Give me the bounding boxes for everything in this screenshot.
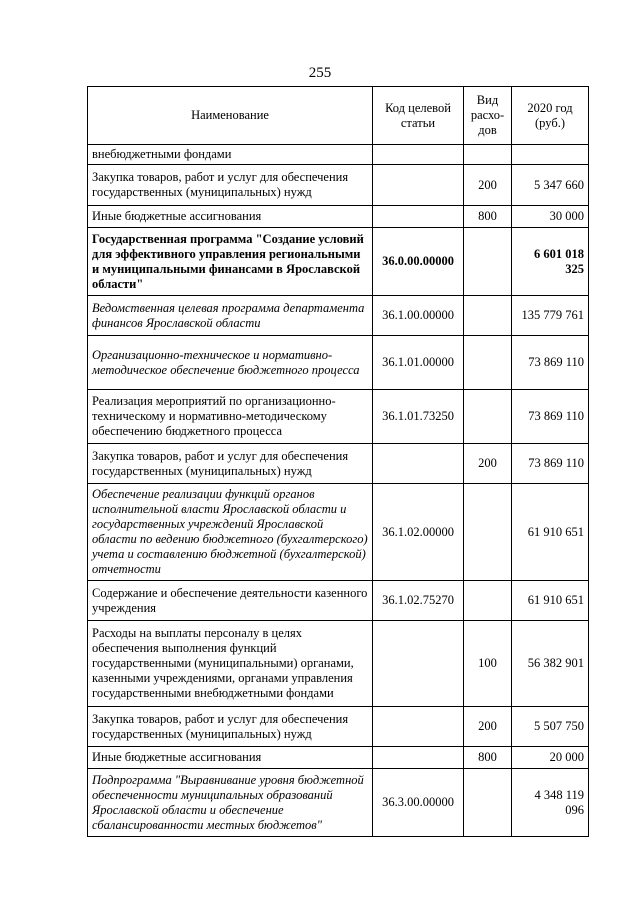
- table-row-program: [88, 228, 589, 296]
- table-row: [88, 581, 589, 621]
- row-amount: 4 348 119 096: [512, 769, 589, 837]
- row-amount: 30 000: [512, 206, 589, 228]
- row-amount: 73 869 110: [512, 390, 589, 444]
- row-kind: 200: [464, 165, 512, 206]
- row-name: Закупка товаров, работ и услуг для обеспечения государственных (муниципальных) нужд: [88, 165, 373, 206]
- row-code: [373, 621, 464, 707]
- row-kind: [464, 484, 512, 581]
- row-kind: 800: [464, 747, 512, 769]
- page-number: 255: [308, 65, 332, 81]
- row-kind: 800: [464, 206, 512, 228]
- table-row: [88, 145, 589, 165]
- table-row: [88, 747, 589, 769]
- table-header-row: [88, 87, 589, 145]
- header-code: Код целевой статьи: [373, 87, 464, 145]
- row-amount: 61 910 651: [512, 484, 589, 581]
- row-name: Ведомственная целевая программа департамента финансов Ярославской области: [88, 296, 373, 336]
- row-kind: [464, 228, 512, 296]
- row-amount: 20 000: [512, 747, 589, 769]
- row-code: 36.1.02.75270: [373, 581, 464, 621]
- header-amount: 2020 год (руб.): [512, 87, 589, 145]
- table-row: [88, 296, 589, 336]
- row-amount: 6 601 018 325: [512, 228, 589, 296]
- row-code: 36.1.00.00000: [373, 296, 464, 336]
- row-kind: [464, 769, 512, 837]
- budget-table: [87, 86, 589, 837]
- row-amount: 5 347 660: [512, 165, 589, 206]
- row-name: Закупка товаров, работ и услуг для обеспечения государственных (муниципальных) нужд: [88, 707, 373, 747]
- table-row: [88, 769, 589, 837]
- row-name: Расходы на выплаты персоналу в целях обеспечения выполнения функций государственными (муниципальными) органами, казенными учреждениями, органами управления государственными внебюджетными фондами: [88, 621, 373, 707]
- row-code: 36.1.01.00000: [373, 336, 464, 390]
- row-name: Реализация мероприятий по организационно-техническому и нормативно-методическому обеспечению бюджетного процесса: [88, 390, 373, 444]
- row-name: Содержание и обеспечение деятельности казенного учреждения: [88, 581, 373, 621]
- row-name: Иные бюджетные ассигнования: [88, 747, 373, 769]
- table-row: [88, 336, 589, 390]
- header-kind: Вид расхо-дов: [464, 87, 512, 145]
- row-amount: 5 507 750: [512, 707, 589, 747]
- row-kind: 200: [464, 444, 512, 484]
- row-amount: 73 869 110: [512, 444, 589, 484]
- row-name: Государственная программа "Создание условий для эффективного управления региональными и муниципальными финансами в Ярославской области": [88, 228, 373, 296]
- row-code: [373, 707, 464, 747]
- row-name: Обеспечение реализации функций органов исполнительной власти Ярославской области и государственных учреждений Ярославской области по ведению бюджетного (бухгалтерского) учета и составлению бюджетной (бухгалтерской) отчетности: [88, 484, 373, 581]
- row-code: [373, 747, 464, 769]
- row-code: 36.1.02.00000: [373, 484, 464, 581]
- row-kind: [464, 390, 512, 444]
- row-name: Организационно-техническое и нормативно-методическое обеспечение бюджетного процесса: [88, 336, 373, 390]
- row-code: [373, 145, 464, 165]
- header-name: Наименование: [88, 87, 373, 145]
- row-name: Подпрограмма "Выравнивание уровня бюджетной обеспеченности муниципальных образований Ярославской области и обеспечение сбалансированности местных бюджетов": [88, 769, 373, 837]
- row-amount: 56 382 901: [512, 621, 589, 707]
- row-kind: [464, 336, 512, 390]
- row-name: внебюджетными фондами: [88, 145, 373, 165]
- row-kind: [464, 145, 512, 165]
- row-name: Иные бюджетные ассигнования: [88, 206, 373, 228]
- table-row: [88, 621, 589, 707]
- row-code: 36.0.00.00000: [373, 228, 464, 296]
- row-kind: [464, 581, 512, 621]
- row-kind: 200: [464, 707, 512, 747]
- row-code: 36.1.01.73250: [373, 390, 464, 444]
- row-name: Закупка товаров, работ и услуг для обеспечения государственных (муниципальных) нужд: [88, 444, 373, 484]
- row-code: 36.3.00.00000: [373, 769, 464, 837]
- row-code: [373, 165, 464, 206]
- table-row: [88, 165, 589, 206]
- row-amount: [512, 145, 589, 165]
- table-row: [88, 707, 589, 747]
- row-code: [373, 444, 464, 484]
- row-amount: 61 910 651: [512, 581, 589, 621]
- row-amount: 73 869 110: [512, 336, 589, 390]
- table-row: [88, 444, 589, 484]
- row-kind: [464, 296, 512, 336]
- row-code: [373, 206, 464, 228]
- table-row: [88, 390, 589, 444]
- row-kind: 100: [464, 621, 512, 707]
- table-row: [88, 206, 589, 228]
- row-amount: 135 779 761: [512, 296, 589, 336]
- table-row: [88, 484, 589, 581]
